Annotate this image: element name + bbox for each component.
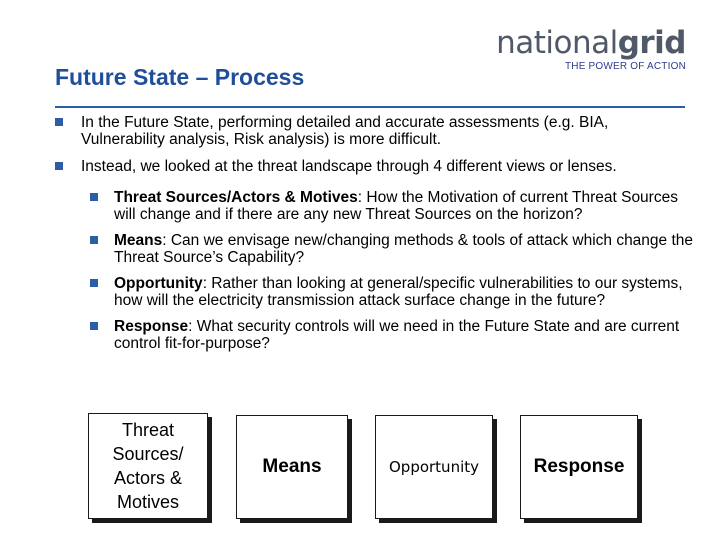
bullet-item [55, 158, 695, 175]
national-grid-logo [496, 26, 686, 72]
lens-boxes [0, 413, 720, 523]
threat-box-line: Threat [121, 420, 174, 440]
opportunity-box-label: Opportunity [388, 458, 479, 476]
sub-bullet-text: : What security controls will we need in the Future State and are current control fit-for-purpose? [114, 318, 680, 352]
square-bullet-icon [90, 236, 98, 244]
sub-bullet-text: : Rather than looking at general/specific vulnerabilities to our systems, how will the electricity transmission attack surface change in the future? [114, 275, 683, 309]
square-bullet-icon [90, 193, 98, 201]
logo-word-bold: grid [617, 25, 686, 61]
response-box [520, 415, 638, 519]
slide-title: Future State – Process [55, 64, 305, 90]
square-bullet-icon [55, 118, 63, 126]
sub-bullet-item [88, 275, 695, 309]
bullet-text: Instead, we looked at the threat landscape through 4 different views or lenses. [81, 158, 617, 175]
square-bullet-icon [90, 322, 98, 330]
threat-box-line: Sources/ [112, 444, 184, 464]
sub-bullet-text: : Can we envisage new/changing methods & tools of attack which change the Threat Source’s Capability? [114, 232, 694, 266]
threat-box-line: Motives [116, 492, 179, 512]
means-box-label: Means [262, 456, 322, 477]
sub-bullet-item [88, 232, 695, 266]
sub-bullet-item [88, 189, 695, 223]
logo-wordmark [496, 26, 686, 60]
square-bullet-icon [55, 162, 63, 170]
logo-tagline: THE POWER OF ACTION [564, 61, 686, 72]
title-underline [55, 106, 685, 108]
opportunity-box [375, 415, 493, 519]
sub-bullet-item [88, 318, 695, 352]
sub-bullet-lead: Means [114, 232, 163, 249]
bullet-list [55, 114, 695, 361]
sub-bullet-list [88, 189, 695, 352]
sub-bullet-lead: Threat Sources/Actors & Motives [114, 189, 358, 206]
bullet-text: In the Future State, performing detailed and accurate assessments (e.g. BIA, Vulnerability analysis, Risk analysis) is more difficult. [81, 114, 609, 148]
bullet-item [55, 114, 695, 148]
sub-bullet-lead: Response [114, 318, 189, 335]
sub-bullet-text: : How the Motivation of current Threat Sources will change and if there are any new Threat Sources on the horizon? [114, 189, 678, 223]
logo-word-light: national [496, 25, 618, 61]
threat-sources-box [88, 413, 208, 519]
threat-box-line: Actors & [113, 468, 182, 488]
means-box [236, 415, 348, 519]
response-box-label: Response [533, 456, 625, 477]
sub-bullet-lead: Opportunity [114, 275, 203, 292]
square-bullet-icon [90, 279, 98, 287]
